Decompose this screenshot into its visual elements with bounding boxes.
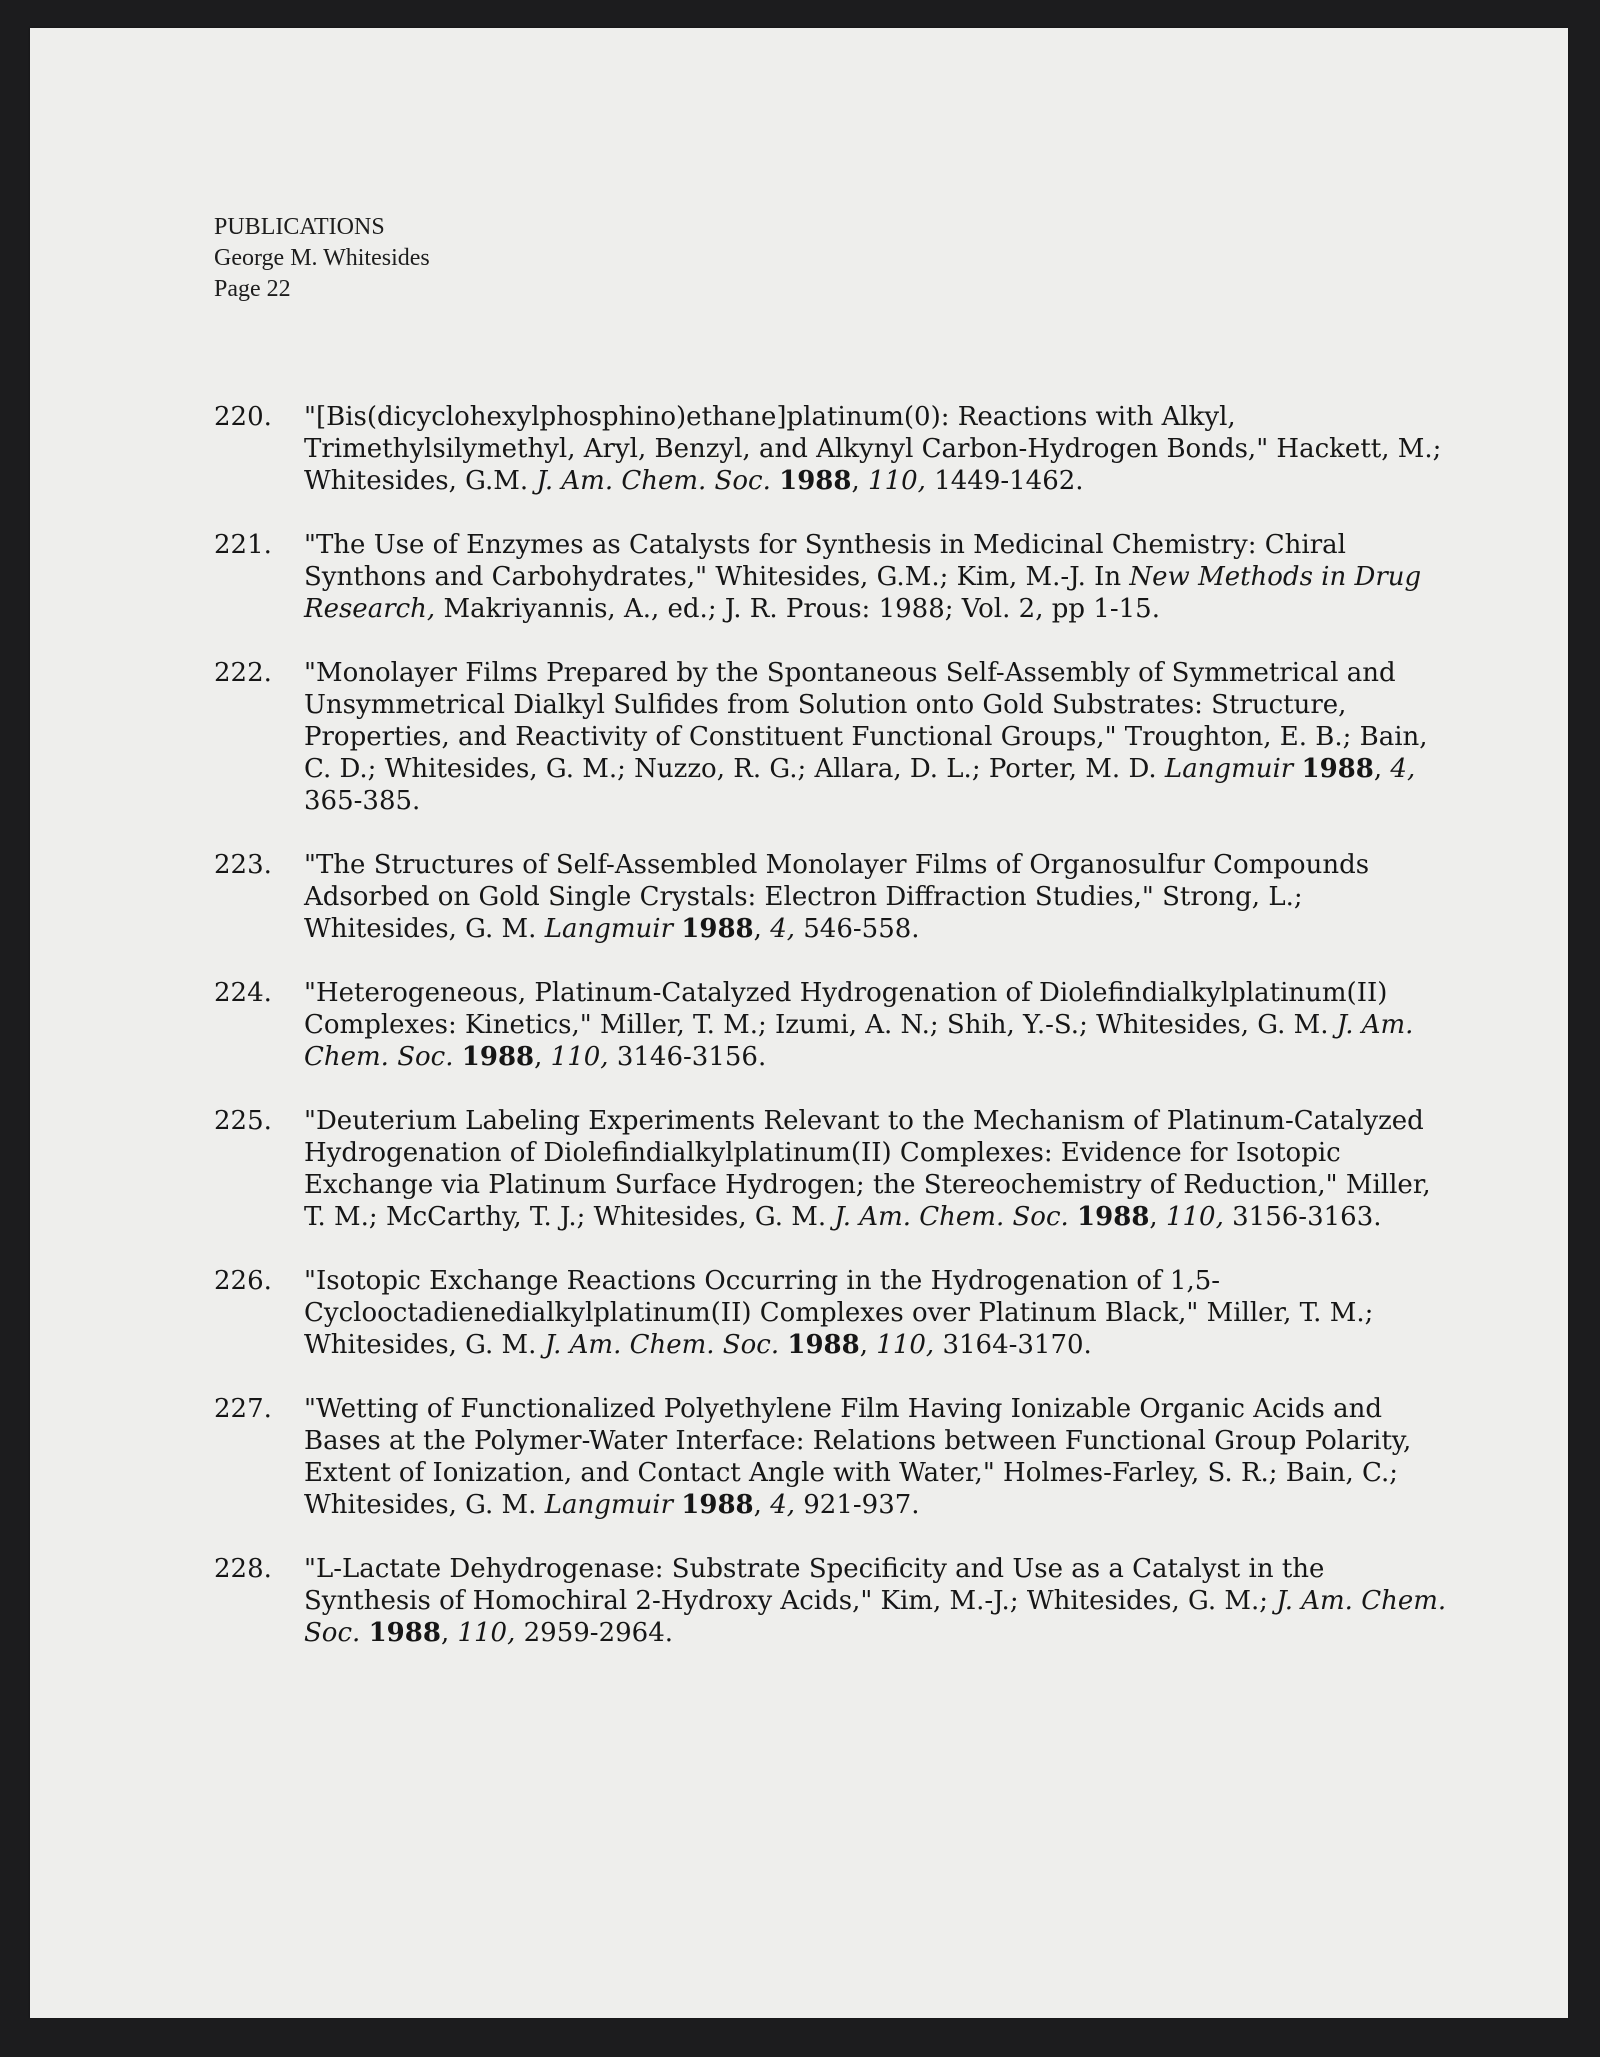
- publication-entry-221: [214, 529, 1454, 625]
- entry-number: 224.: [214, 978, 272, 1008]
- header-author: George M. Whitesides: [214, 245, 430, 271]
- publication-list: [214, 401, 1454, 1681]
- entry-title: "Heterogeneous, Platinum-Catalyzed Hydrogenation of Diolefindialkylplatinum(II) Complexes: Kinetics,": [304, 978, 1388, 1040]
- entry-citation: "The Structures of Self-Assembled Monolayer Films of Organosulfur Compounds Adsorbed on Gold Single Crystals: Electron Diffraction Studies," Strong, L.; Whitesides, G. M. Langmuir 1988, 4, 546-558.: [304, 850, 1370, 944]
- entry-number: 228.: [214, 1554, 272, 1584]
- entry-number: 220.: [214, 402, 272, 432]
- entry-volume: 4,: [770, 1490, 795, 1520]
- entry-number: 227.: [214, 1394, 272, 1424]
- entry-pages: 2959-2964.: [523, 1618, 674, 1648]
- entry-authors: Whitesides, G.M.; Kim, M.-J. In: [707, 562, 1130, 592]
- entry-number: 223.: [214, 850, 272, 880]
- entry-authors: Miller, T. M.; Whitesides, G. M.: [304, 1298, 1374, 1360]
- entry-year: 1988: [779, 466, 852, 496]
- entry-authors: Strong, L.; Whitesides, G. M.: [304, 882, 1303, 944]
- publication-entry-220: [214, 401, 1454, 497]
- entry-volume: 110,: [1165, 1202, 1224, 1232]
- entry-year: 1988: [681, 1490, 754, 1520]
- entry-number: 222.: [214, 658, 272, 688]
- entry-journal: Langmuir: [1164, 754, 1294, 784]
- entry-volume: 110,: [868, 466, 926, 496]
- entry-year: 1988: [1301, 754, 1374, 784]
- entry-pages: 1449-1462.: [934, 466, 1084, 496]
- entry-citation: "L-Lactate Dehydrogenase: Substrate Specificity and Use as a Catalyst in the Synthesis of Homochiral 2-Hydroxy Acids," Kim, M.-J.; Whitesides, G. M.; J. Am. Chem. Soc. 1988, 110, 2959-2964.: [304, 1554, 1447, 1648]
- entry-title: "Monolayer Films Prepared by the Spontaneous Self-Assembly of Symmetrical and Unsymmetrical Dialkyl Sulfides from Solution onto Gold Substrates: Structure, Properties, and Reactivity of Constituent Functional Groups,": [304, 658, 1396, 752]
- publication-entry-228: [214, 1553, 1454, 1649]
- entry-pages: 921-937.: [803, 1490, 920, 1520]
- entry-details: Makriyannis, A., ed.; J. R. Prous: 1988; Vol. 2, pp 1-15.: [435, 594, 1160, 624]
- entry-year: 1988: [1077, 1202, 1150, 1232]
- entry-pages: 546-558.: [803, 914, 920, 944]
- entry-volume: 110,: [550, 1042, 609, 1072]
- entry-title: "[Bis(dicyclohexylphosphino)ethane]platinum(0): Reactions with Alkyl, Trimethylsilymethyl, Aryl, Benzyl, and Alkynyl Carbon-Hydrogen Bonds,": [304, 402, 1269, 464]
- page-header: [214, 212, 430, 305]
- entry-year: 1988: [368, 1618, 441, 1648]
- entry-citation: "Wetting of Functionalized Polyethylene Film Having Ionizable Organic Acids and Bases at the Polymer-Water Interface: Relations between Functional Group Polarity, Extent of Ionization, and Contact Angle with Water," Holmes-Farley, S. R.; Bain, C.; Whitesides, G. M. Langmuir 1988, 4, 921-937.: [304, 1394, 1412, 1520]
- publication-entry-224: [214, 977, 1454, 1073]
- entry-volume: 110,: [457, 1618, 516, 1648]
- entry-authors: Troughton, E. B.; Bain, C. D.; Whitesides, G. M.; Nuzzo, R. G.; Allara, D. L.; Porter, M. D.: [304, 722, 1428, 784]
- entry-journal: Langmuir: [544, 914, 674, 944]
- entry-journal: J. Am. Chem. Soc.: [536, 466, 771, 496]
- entry-citation: "Monolayer Films Prepared by the Spontaneous Self-Assembly of Symmetrical and Unsymmetrical Dialkyl Sulfides from Solution onto Gold Substrates: Structure, Properties, and Reactivity of Constituent Functional Groups," Troughton, E. B.; Bain, C. D.; Whitesides, G. M.; Nuzzo, R. G.; Allara, D. L.; Porter, M. D. Langmuir 1988, 4, 365-385.: [304, 658, 1428, 816]
- entry-title: "The Use of Enzymes as Catalysts for Synthesis in Medicinal Chemistry: Chiral Synthons and Carbohydrates,": [304, 530, 1346, 592]
- entry-number: 225.: [214, 1106, 272, 1136]
- entry-journal: J. Am. Chem. Soc.: [834, 1202, 1069, 1232]
- entry-citation: [304, 529, 1454, 625]
- entry-volume: 110,: [876, 1330, 935, 1360]
- publication-entry-227: [214, 1393, 1454, 1521]
- publication-entry-226: [214, 1265, 1454, 1361]
- entry-authors: Hackett, M.; Whitesides, G.M.: [304, 434, 1442, 496]
- entry-citation: "Heterogeneous, Platinum-Catalyzed Hydrogenation of Diolefindialkylplatinum(II) Complexes: Kinetics," Miller, T. M.; Izumi, A. N.; Shih, Y.-S.; Whitesides, G. M. J. Am. Chem. Soc. 1988, 110, 3146-3156.: [304, 978, 1414, 1072]
- entry-number: 221.: [214, 530, 272, 560]
- entry-journal: J. Am. Chem. Soc.: [544, 1330, 780, 1360]
- entry-volume: 4,: [770, 914, 795, 944]
- entry-authors: Kim, M.-J.; Whitesides, G. M.;: [872, 1586, 1277, 1616]
- entry-year: 1988: [461, 1042, 535, 1072]
- entry-citation: "Isotopic Exchange Reactions Occurring in the Hydrogenation of 1,5-Cyclooctadienedialkylplatinum(II) Complexes over Platinum Black," Miller, T. M.; Whitesides, G. M. J. Am. Chem. Soc. 1988, 110, 3164-3170.: [304, 1266, 1374, 1360]
- entry-year: 1988: [681, 914, 754, 944]
- publication-entry-223: [214, 849, 1454, 945]
- header-page-number: Page 22: [214, 276, 291, 302]
- entry-citation: "[Bis(dicyclohexylphosphino)ethane]platinum(0): Reactions with Alkyl, Trimethylsilymethyl, Aryl, Benzyl, and Alkynyl Carbon-Hydrogen Bonds," Hackett, M.; Whitesides, G.M. J. Am. Chem. Soc. 1988, 110, 1449-1462.: [304, 402, 1442, 496]
- entry-journal: J. Am. Chem. Soc.: [304, 1586, 1447, 1648]
- entry-title: "Wetting of Functionalized Polyethylene Film Having Ionizable Organic Acids and Bases at the Polymer-Water Interface: Relations between Functional Group Polarity, Extent of Ionization, and Contact Angle with Water,": [304, 1394, 1412, 1488]
- entry-pages: 3146-3156.: [616, 1042, 767, 1072]
- entry-citation: "Deuterium Labeling Experiments Relevant to the Mechanism of Platinum-Catalyzed Hydrogenation of Diolefindialkylplatinum(II) Complexes: Evidence for Isotopic Exchange via Platinum Surface Hydrogen; the Stereochemistry of Reduction," Miller, T. M.; McCarthy, T. J.; Whitesides, G. M. J. Am. Chem. Soc. 1988, 110, 3156-3163.: [304, 1106, 1431, 1232]
- entry-pages: 3164-3170.: [942, 1330, 1092, 1360]
- entry-title: "L-Lactate Dehydrogenase: Substrate Specificity and Use as a Catalyst in the Synthesis of Homochiral 2-Hydroxy Acids,": [304, 1554, 1325, 1616]
- entry-pages: 365-385.: [304, 786, 421, 816]
- entry-authors: Miller, T. M.; Izumi, A. N.; Shih, Y.-S.; Whitesides, G. M.: [591, 1010, 1337, 1040]
- entry-title: "The Structures of Self-Assembled Monolayer Films of Organosulfur Compounds Adsorbed on Gold Single Crystals: Electron Diffraction Studies,": [304, 850, 1370, 912]
- entry-pages: 3156-3163.: [1232, 1202, 1382, 1232]
- publication-entry-225: [214, 1105, 1454, 1233]
- entry-year: 1988: [787, 1330, 860, 1360]
- entry-title: "Isotopic Exchange Reactions Occurring in the Hydrogenation of 1,5-Cyclooctadienedialkylplatinum(II) Complexes over Platinum Black,": [304, 1266, 1221, 1328]
- entry-volume: 4,: [1390, 754, 1416, 784]
- header-title: PUBLICATIONS: [214, 214, 385, 240]
- entry-number: 226.: [214, 1266, 272, 1296]
- paper-page: [30, 28, 1568, 2018]
- entry-authors: Miller, T. M.; McCarthy, T. J.; Whitesides, G. M.: [304, 1170, 1431, 1232]
- entry-journal: Langmuir: [544, 1490, 674, 1520]
- entry-book-title: New Methods in Drug Research,: [304, 562, 1422, 624]
- publication-entry-222: [214, 657, 1454, 817]
- entry-title: "Deuterium Labeling Experiments Relevant to the Mechanism of Platinum-Catalyzed Hydrogenation of Diolefindialkylplatinum(II) Complexes: Evidence for Isotopic Exchange via Platinum Surface Hydrogen; the Stereochemistry of Reduction,": [304, 1106, 1424, 1200]
- entry-journal: J. Am. Chem. Soc.: [304, 1010, 1414, 1072]
- entry-authors: Holmes-Farley, S. R.; Bain, C.; Whitesides, G. M.: [304, 1458, 1398, 1520]
